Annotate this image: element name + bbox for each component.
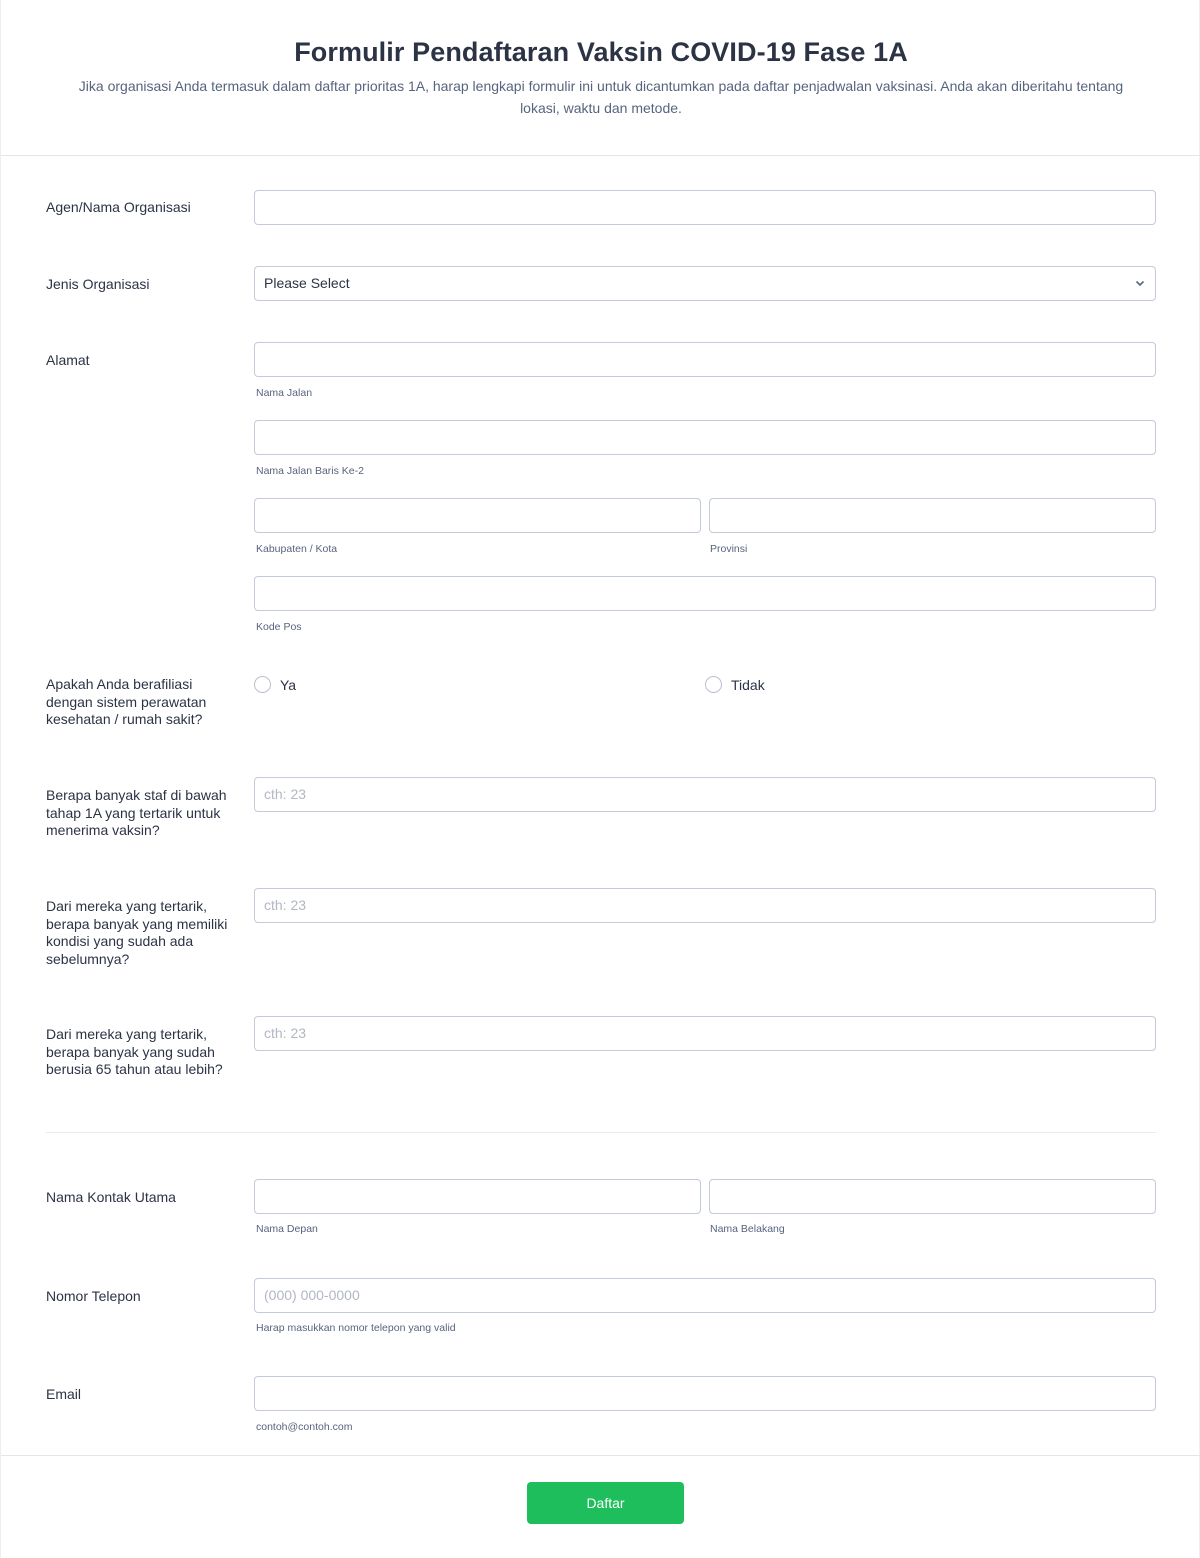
org-type-select[interactable] <box>254 266 1156 301</box>
email-label: Email <box>46 1386 82 1402</box>
email-sublabel: contoh@contoh.com <box>256 1421 353 1433</box>
phone-label: Nomor Telepon <box>46 1288 141 1304</box>
chevron-down-icon <box>1135 278 1145 288</box>
street2-sublabel: Nama Jalan Baris Ke-2 <box>256 465 364 477</box>
organization-input[interactable] <box>254 190 1156 225</box>
preexisting-label: Dari mereka yang tertarik, berapa banyak yang memiliki kondisi yang sudah ada sebelumnya? <box>46 898 228 967</box>
province-input[interactable] <box>709 498 1156 533</box>
street-input[interactable] <box>254 342 1156 377</box>
form-description: Jika organisasi Anda termasuk dalam daftar prioritas 1A, harap lengkapi formulir ini untuk dicantumkan pada daftar penjadwalan vaksinasi. Anda akan diberitahu tentang lokasi, waktu dan metode. <box>78 78 1124 116</box>
city-input[interactable] <box>254 498 701 533</box>
form-header <box>1 0 1200 156</box>
phone-sublabel: Harap masukkan nomor telepon yang valid <box>256 1322 456 1334</box>
radio-ya[interactable] <box>254 676 271 693</box>
form-footer <box>1 1455 1200 1558</box>
radio-ya-label[interactable]: Ya <box>280 677 297 693</box>
last-name-sublabel: Nama Belakang <box>710 1223 785 1235</box>
over65-input[interactable]: cth: 23 <box>254 1016 1156 1051</box>
first-name-input[interactable] <box>254 1179 701 1214</box>
org-type-label: Jenis Organisasi <box>46 276 150 292</box>
street2-input[interactable] <box>254 420 1156 455</box>
staff-interested-label: Berapa banyak staf di bawah tahap 1A yang tertarik untuk menerima vaksin? <box>46 787 227 838</box>
over65-label: Dari mereka yang tertarik, berapa banyak yang sudah berusia 65 tahun atau lebih? <box>46 1026 223 1077</box>
address-label: Alamat <box>46 352 90 368</box>
phone-input[interactable]: (000) 000-0000 <box>254 1278 1156 1313</box>
radio-tidak[interactable] <box>705 676 722 693</box>
city-sublabel: Kabupaten / Kota <box>256 543 338 555</box>
section-divider <box>46 1132 1156 1133</box>
street-sublabel: Nama Jalan <box>256 387 313 399</box>
contact-name-label: Nama Kontak Utama <box>46 1189 176 1205</box>
org-type-selected: Please Select <box>264 275 350 291</box>
staff-interested-input[interactable]: cth: 23 <box>254 777 1156 812</box>
province-sublabel: Provinsi <box>710 543 748 555</box>
radio-tidak-label[interactable]: Tidak <box>731 677 765 693</box>
organization-label: Agen/Nama Organisasi <box>46 199 191 215</box>
postal-sublabel: Kode Pos <box>256 621 302 633</box>
affiliated-label: Apakah Anda berafiliasi dengan sistem perawatan kesehatan / rumah sakit? <box>46 676 207 727</box>
submit-button[interactable]: Daftar <box>527 1482 684 1524</box>
preexisting-input[interactable]: cth: 23 <box>254 888 1156 923</box>
form-title: Formulir Pendaftaran Vaksin COVID-19 Fase 1A <box>294 37 908 67</box>
last-name-input[interactable] <box>709 1179 1156 1214</box>
first-name-sublabel: Nama Depan <box>256 1223 318 1235</box>
email-input[interactable] <box>254 1376 1156 1411</box>
postal-input[interactable] <box>254 576 1156 611</box>
